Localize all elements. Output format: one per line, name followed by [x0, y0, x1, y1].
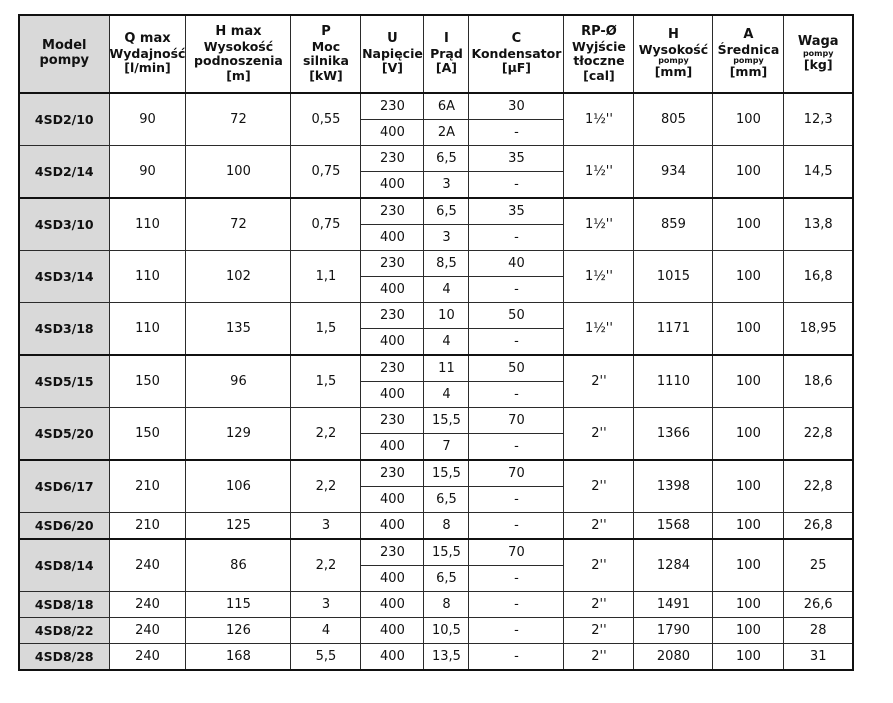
power-cell: 1,1 — [291, 251, 361, 303]
hmax-cell: 96 — [186, 355, 291, 408]
height-cell: 1790 — [634, 618, 713, 644]
outlet-cell: 1½'' — [564, 93, 634, 146]
voltage-cell: 400 — [361, 644, 424, 671]
hmax-cell: 86 — [186, 539, 291, 592]
header-c — [469, 15, 564, 93]
header-i-title: I — [444, 31, 449, 47]
capacitor-cell: - — [469, 172, 564, 199]
capacitor-cell: 70 — [469, 408, 564, 434]
diameter-cell: 100 — [713, 146, 784, 199]
qmax-cell: 110 — [109, 198, 186, 251]
voltage-cell: 400 — [361, 434, 424, 461]
current-cell: 8 — [424, 513, 469, 540]
height-cell: 1568 — [634, 513, 713, 540]
height-cell: 2080 — [634, 644, 713, 671]
capacitor-cell: - — [469, 225, 564, 251]
qmax-cell: 90 — [109, 93, 186, 146]
capacitor-cell: - — [469, 566, 564, 592]
current-cell: 6,5 — [424, 487, 469, 513]
weight-cell: 12,3 — [784, 93, 853, 146]
capacitor-cell: 30 — [469, 93, 564, 120]
header-u-line: Napięcie — [362, 46, 423, 62]
weight-cell: 18,95 — [784, 303, 853, 356]
qmax-cell: 210 — [109, 513, 186, 540]
voltage-cell: 230 — [361, 355, 424, 382]
header-rp-line: Wyjście — [572, 38, 626, 54]
model-cell: 4SD3/14 — [19, 251, 109, 303]
diameter-cell: 100 — [713, 355, 784, 408]
header-q-line: [l/min] — [124, 60, 171, 76]
diameter-cell: 100 — [713, 93, 784, 146]
model-cell: 4SD8/14 — [19, 539, 109, 592]
voltage-cell: 400 — [361, 225, 424, 251]
table-row — [19, 93, 853, 120]
model-cell: 4SD8/28 — [19, 644, 109, 671]
diameter-cell: 100 — [713, 592, 784, 618]
qmax-cell: 150 — [109, 408, 186, 461]
header-height — [634, 15, 713, 93]
diameter-cell: 100 — [713, 539, 784, 592]
hmax-cell: 129 — [186, 408, 291, 461]
model-cell: 4SD6/17 — [19, 460, 109, 513]
height-cell: 1015 — [634, 251, 713, 303]
qmax-cell: 90 — [109, 146, 186, 199]
capacitor-cell: - — [469, 618, 564, 644]
qmax-cell: 150 — [109, 355, 186, 408]
model-cell: 4SD2/14 — [19, 146, 109, 199]
height-cell: 934 — [634, 146, 713, 199]
voltage-cell: 230 — [361, 408, 424, 434]
current-cell: 6,5 — [424, 146, 469, 172]
current-cell: 13,5 — [424, 644, 469, 671]
power-cell: 0,55 — [291, 93, 361, 146]
header-q-title: Q max — [124, 31, 171, 47]
capacitor-cell: 35 — [469, 146, 564, 172]
current-cell: 15,5 — [424, 460, 469, 487]
header-model-line: pompy — [39, 53, 90, 68]
header-rp-line: tłoczne — [573, 53, 625, 69]
hmax-cell: 72 — [186, 93, 291, 146]
voltage-cell: 230 — [361, 460, 424, 487]
power-cell: 1,5 — [291, 303, 361, 356]
header-u — [361, 15, 424, 93]
voltage-cell: 400 — [361, 120, 424, 146]
capacitor-cell: - — [469, 120, 564, 146]
capacitor-cell: - — [469, 644, 564, 671]
table-row — [19, 355, 853, 382]
header-a-title: A — [743, 27, 754, 43]
header-q — [109, 15, 186, 93]
qmax-cell: 240 — [109, 539, 186, 592]
current-cell: 3 — [424, 172, 469, 199]
outlet-cell: 2'' — [564, 644, 634, 671]
header-u-title: U — [387, 31, 398, 47]
table-row — [19, 592, 853, 618]
model-cell: 4SD3/10 — [19, 198, 109, 251]
current-cell: 6,5 — [424, 198, 469, 225]
header-p-title: P — [321, 23, 331, 39]
table-row — [19, 251, 853, 277]
header-rp — [564, 15, 634, 93]
table-row — [19, 618, 853, 644]
hmax-cell: 126 — [186, 618, 291, 644]
current-cell: 11 — [424, 355, 469, 382]
hmax-cell: 102 — [186, 251, 291, 303]
header-model — [19, 15, 109, 93]
outlet-cell: 2'' — [564, 460, 634, 513]
diameter-cell: 100 — [713, 618, 784, 644]
capacitor-cell: - — [469, 382, 564, 408]
outlet-cell: 2'' — [564, 592, 634, 618]
diameter-cell: 100 — [713, 303, 784, 356]
voltage-cell: 400 — [361, 329, 424, 356]
header-p-line: Moc — [311, 38, 341, 54]
weight-cell: 22,8 — [784, 460, 853, 513]
hmax-cell: 135 — [186, 303, 291, 356]
current-cell: 10,5 — [424, 618, 469, 644]
table-body — [19, 93, 853, 670]
weight-cell: 13,8 — [784, 198, 853, 251]
current-cell: 15,5 — [424, 539, 469, 566]
weight-cell: 31 — [784, 644, 853, 671]
qmax-cell: 110 — [109, 251, 186, 303]
capacitor-cell: - — [469, 434, 564, 461]
voltage-cell: 400 — [361, 566, 424, 592]
header-h-line: Wysokość — [203, 38, 274, 54]
header-height-line: Wysokość — [638, 42, 709, 58]
header-a-line: Średnica — [717, 42, 780, 58]
header-waga-unit: [kg] — [803, 57, 833, 73]
header-i-line: [A] — [435, 60, 457, 76]
header-c-title: C — [511, 31, 522, 47]
qmax-cell: 240 — [109, 618, 186, 644]
power-cell: 0,75 — [291, 146, 361, 199]
voltage-cell: 230 — [361, 303, 424, 329]
outlet-cell: 1½'' — [564, 303, 634, 356]
voltage-cell: 400 — [361, 172, 424, 199]
capacitor-cell: 50 — [469, 355, 564, 382]
qmax-cell: 110 — [109, 303, 186, 356]
voltage-cell: 230 — [361, 539, 424, 566]
model-cell: 4SD8/18 — [19, 592, 109, 618]
current-cell: 10 — [424, 303, 469, 329]
header-waga-title: Waga — [797, 34, 839, 50]
header-h-line: [m] — [226, 67, 251, 83]
weight-cell: 25 — [784, 539, 853, 592]
voltage-cell: 230 — [361, 198, 424, 225]
outlet-cell: 1½'' — [564, 198, 634, 251]
current-cell: 4 — [424, 382, 469, 408]
header-model-line: Model — [42, 38, 87, 54]
outlet-cell: 2'' — [564, 513, 634, 540]
current-cell: 3 — [424, 225, 469, 251]
current-cell: 8 — [424, 592, 469, 618]
voltage-cell: 230 — [361, 93, 424, 120]
outlet-cell: 1½'' — [564, 146, 634, 199]
qmax-cell: 240 — [109, 592, 186, 618]
header-waga — [784, 15, 853, 93]
model-cell: 4SD5/15 — [19, 355, 109, 408]
header-p-line: silnika — [302, 53, 349, 69]
height-cell: 805 — [634, 93, 713, 146]
voltage-cell: 400 — [361, 277, 424, 303]
height-cell: 1366 — [634, 408, 713, 461]
model-cell: 4SD6/20 — [19, 513, 109, 540]
current-cell: 15,5 — [424, 408, 469, 434]
hmax-cell: 100 — [186, 146, 291, 199]
header-a-sub: pompy — [733, 56, 764, 66]
header-c-line: Kondensator — [471, 46, 562, 62]
header-i-line: Prąd — [430, 46, 463, 62]
table-row — [19, 513, 853, 540]
weight-cell: 26,6 — [784, 592, 853, 618]
header-i — [424, 15, 469, 93]
header-rp-line: [cal] — [583, 67, 615, 83]
table-row — [19, 146, 853, 172]
voltage-cell: 400 — [361, 513, 424, 540]
capacitor-cell: 40 — [469, 251, 564, 277]
power-cell: 4 — [291, 618, 361, 644]
model-cell: 4SD5/20 — [19, 408, 109, 461]
hmax-cell: 106 — [186, 460, 291, 513]
capacitor-cell: 35 — [469, 198, 564, 225]
header-h-title: H max — [215, 23, 262, 39]
header-rp-title: RP-Ø — [581, 23, 617, 39]
table-row — [19, 408, 853, 434]
current-cell: 7 — [424, 434, 469, 461]
power-cell: 5,5 — [291, 644, 361, 671]
capacitor-cell: - — [469, 513, 564, 540]
table-row — [19, 539, 853, 566]
table-row — [19, 644, 853, 671]
header-p-line: [kW] — [309, 67, 343, 83]
outlet-cell: 2'' — [564, 618, 634, 644]
weight-cell: 22,8 — [784, 408, 853, 461]
header-waga-sub: pompy — [802, 49, 834, 59]
height-cell: 859 — [634, 198, 713, 251]
voltage-cell: 400 — [361, 382, 424, 408]
header-u-line: [V] — [381, 60, 403, 76]
power-cell: 2,2 — [291, 408, 361, 461]
header-height-title: H — [668, 27, 679, 43]
diameter-cell: 100 — [713, 644, 784, 671]
power-cell: 3 — [291, 592, 361, 618]
hmax-cell: 168 — [186, 644, 291, 671]
weight-cell: 28 — [784, 618, 853, 644]
hmax-cell: 72 — [186, 198, 291, 251]
table-row — [19, 198, 853, 225]
capacitor-cell: 70 — [469, 460, 564, 487]
capacitor-cell: - — [469, 592, 564, 618]
diameter-cell: 100 — [713, 460, 784, 513]
model-cell: 4SD2/10 — [19, 93, 109, 146]
outlet-cell: 1½'' — [564, 251, 634, 303]
weight-cell: 14,5 — [784, 146, 853, 199]
current-cell: 6,5 — [424, 566, 469, 592]
capacitor-cell: - — [469, 329, 564, 356]
diameter-cell: 100 — [713, 513, 784, 540]
capacitor-cell: - — [469, 277, 564, 303]
height-cell: 1284 — [634, 539, 713, 592]
header-c-line: [µF] — [501, 60, 532, 76]
outlet-cell: 2'' — [564, 539, 634, 592]
power-cell: 1,5 — [291, 355, 361, 408]
capacitor-cell: 70 — [469, 539, 564, 566]
header-q-line: Wydajność — [109, 46, 186, 62]
header-height-sub: pompy — [658, 56, 689, 66]
capacitor-cell: - — [469, 487, 564, 513]
power-cell: 3 — [291, 513, 361, 540]
weight-cell: 18,6 — [784, 355, 853, 408]
header-height-unit: [mm] — [654, 64, 693, 80]
table-header — [19, 15, 853, 93]
voltage-cell: 230 — [361, 146, 424, 172]
table-row — [19, 460, 853, 487]
current-cell: 4 — [424, 277, 469, 303]
power-cell: 2,2 — [291, 539, 361, 592]
voltage-cell: 230 — [361, 251, 424, 277]
qmax-cell: 210 — [109, 460, 186, 513]
power-cell: 2,2 — [291, 460, 361, 513]
height-cell: 1110 — [634, 355, 713, 408]
outlet-cell: 2'' — [564, 355, 634, 408]
height-cell: 1171 — [634, 303, 713, 356]
current-cell: 6A — [424, 93, 469, 120]
header-a-unit: [mm] — [729, 64, 768, 80]
header-h — [186, 15, 291, 93]
hmax-cell: 125 — [186, 513, 291, 540]
header-p — [291, 15, 361, 93]
diameter-cell: 100 — [713, 251, 784, 303]
voltage-cell: 400 — [361, 592, 424, 618]
weight-cell: 16,8 — [784, 251, 853, 303]
voltage-cell: 400 — [361, 487, 424, 513]
current-cell: 4 — [424, 329, 469, 356]
outlet-cell: 2'' — [564, 408, 634, 461]
qmax-cell: 240 — [109, 644, 186, 671]
diameter-cell: 100 — [713, 408, 784, 461]
weight-cell: 26,8 — [784, 513, 853, 540]
power-cell: 0,75 — [291, 198, 361, 251]
diameter-cell: 100 — [713, 198, 784, 251]
model-cell: 4SD8/22 — [19, 618, 109, 644]
header-h-line: podnoszenia — [194, 53, 283, 69]
height-cell: 1398 — [634, 460, 713, 513]
pump-spec-table — [18, 14, 854, 671]
capacitor-cell: 50 — [469, 303, 564, 329]
hmax-cell: 115 — [186, 592, 291, 618]
voltage-cell: 400 — [361, 618, 424, 644]
model-cell: 4SD3/18 — [19, 303, 109, 356]
current-cell: 8,5 — [424, 251, 469, 277]
height-cell: 1491 — [634, 592, 713, 618]
current-cell: 2A — [424, 120, 469, 146]
header-a — [713, 15, 784, 93]
table-row — [19, 303, 853, 329]
